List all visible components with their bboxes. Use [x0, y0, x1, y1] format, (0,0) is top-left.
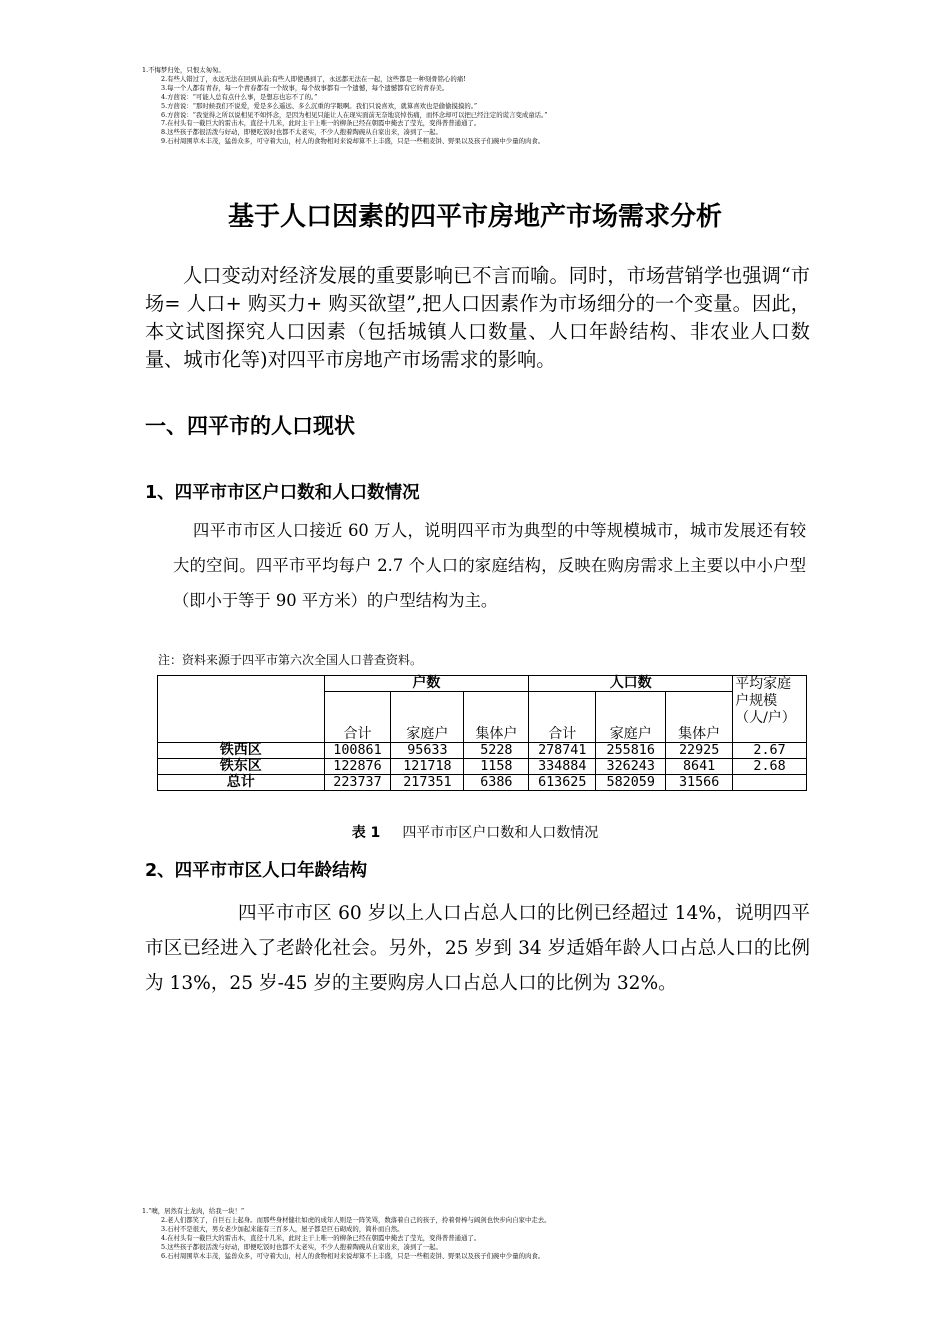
document-title: 基于人口因素的四平市房地产市场需求分析 [227, 202, 722, 232]
col-header: 合计 [324, 692, 391, 743]
table-cell: 2.67 [733, 743, 807, 759]
caption-label: 表 1 [351, 825, 381, 841]
table-cell: 6386 [464, 775, 529, 791]
header-note: 7.在村头有一截巨大的雷击木，直径十几米，此时主干上唯一的柳条已经在朝霞中掩去了莹光，变得普普通通了。 [161, 119, 481, 128]
footer-notes [142, 1207, 822, 1260]
subsection-1-paragraph: 四平市市区人口接近 60 万人，说明四平市为典型的中等规模城市，城市发展还有较大的空间。四平市平均每户 2.7 个人口的家庭结构，反映在购房需求上主要以中小户型（即小于等于 90 平方米）的户型结构为主。 [173, 521, 806, 610]
group-header-households: 户数 [324, 676, 529, 692]
table-cell: 613625 [529, 775, 596, 791]
table-cell: 121718 [391, 759, 464, 775]
section-heading: 一、四平市的人口现状 [145, 414, 355, 438]
table-cell: 582059 [596, 775, 666, 791]
header-notes [142, 66, 822, 146]
intro-paragraph: 人口变动对经济发展的重要影响已不言而喻。同时，市场营销学也强调“市场= 人口+ 购买力+ 购买欲望”,把人口因素作为市场细分的一个变量。因此，本文试图探究人口因素（包括城镇人口数量、人口年龄结构、非农业人口数量、城市化等)对四平市房地产市场需求的影响。 [145, 264, 810, 371]
header-note: 9.石村周围草木丰茂，猛兽众多，可守着大山，村人的食物相对来说却算不上丰盛，只是一些粗麦饼、野果以及孩子们碗中少量的肉食。 [161, 137, 545, 146]
table-row [158, 743, 807, 759]
table-source-note: 注：资料来源于四平市第六次全国人口普查资料。 [158, 653, 423, 667]
col-header: 合计 [529, 692, 596, 743]
subsection-2-paragraph: 四平市市区 60 岁以上人口占总人口的比例已经超过 14%，说明四平市区已经进入了老龄化社会。另外，25 岁到 34 岁适婚年龄人口占总人口的比例为 13%，25 岁-45 岁的主要购房人口占总人口的比例为 32%。 [145, 903, 810, 994]
table-corner-cell [158, 676, 325, 743]
header-note: 5.方茴说：“那时候我们不说爱，爱是多么遥远、多么沉重的字眼啊。我们只说喜欢，就算喜欢也是偷偷摸摸的。” [161, 101, 478, 110]
footer-note: 6.石村周围草木丰茂，猛兽众多，可守着大山，村人的食物相对来说却算不上丰盛，只是一些粗麦饼、野果以及孩子们碗中少量的肉食。 [161, 1251, 545, 1260]
footer-note: 5.这些孩子都很活泼与好动，即便吃饭时也都不太老实，不少人抱着陶碗从自家出来，凑到了一起。 [161, 1242, 442, 1251]
subsection-heading-1: 1、四平市市区户口数和人口数情况 [145, 483, 420, 503]
table-cell: 8641 [666, 759, 733, 775]
footer-note: 2.老人们都笑了，自巨石上起身。而那些身材健壮如虎的成年人则是一阵笑骂，数落着自己的孩子，拎着骨棒与阔剑也快步向自家中走去。 [161, 1215, 551, 1224]
table-cell: 22925 [666, 743, 733, 759]
footer-note: 1.“噢，居然有土龙肉，给我一块！” [142, 1207, 245, 1215]
row-header: 铁东区 [158, 759, 325, 775]
group-header-population: 人口数 [529, 676, 733, 692]
header-note: 6.方茴说：“我觉得之所以说相见不如怀念，是因为相见只能让人在现实面前无奈地哀悼伤痛，而怀念却可以把已经注定的谎言变成童话。” [161, 110, 548, 119]
table-row [158, 759, 807, 775]
row-header: 铁西区 [158, 743, 325, 759]
table-cell: 95633 [391, 743, 464, 759]
table-cell: 122876 [324, 759, 391, 775]
footer-note: 3.石村不是很大，男女老少加起来能有三百多人，屋子都是巨石砌成的，简朴而自然。 [161, 1224, 404, 1233]
table-cell [733, 775, 807, 791]
table-cell: 326243 [596, 759, 666, 775]
table-cell: 217351 [391, 775, 464, 791]
header-note: 2.有些人错过了，永远无法在回到从前;有些人即使遇到了，永远都无法在一起，这些都是一种刻骨铭心的痛! [161, 74, 466, 83]
population-table [157, 675, 807, 791]
col-header: 家庭户 [391, 692, 464, 743]
caption-text: 四平市市区户口数和人口数情况 [402, 825, 599, 841]
table-cell: 255816 [596, 743, 666, 759]
table-caption [0, 822, 950, 842]
table-cell: 223737 [324, 775, 391, 791]
footer-note: 4.在村头有一截巨大的雷击木，直径十几米，此时主干上唯一的柳条已经在朝霞中掩去了莹光，变得普普通通了。 [161, 1233, 481, 1242]
avg-household-size-header: 平均家庭户规模（人/户） [733, 676, 807, 743]
col-header: 集体户 [464, 692, 529, 743]
table-cell: 278741 [529, 743, 596, 759]
table-header-row [158, 676, 807, 692]
col-header: 集体户 [666, 692, 733, 743]
table-cell: 100861 [324, 743, 391, 759]
header-note: 1.不悔梦归处，只恨太匆匆。 [142, 66, 225, 74]
col-header: 家庭户 [596, 692, 666, 743]
row-header: 总计 [158, 775, 325, 791]
table-cell: 5228 [464, 743, 529, 759]
table-cell: 334884 [529, 759, 596, 775]
header-note: 8.这些孩子都很活泼与好动，即便吃饭时也都不太老实，不少人抱着陶碗从自家出来，凑到了一起。 [161, 128, 442, 137]
header-note: 4.方茴说：“可能人总有点什么事，是想忘也忘不了的。” [161, 92, 318, 101]
table-cell: 2.68 [733, 759, 807, 775]
table-cell: 1158 [464, 759, 529, 775]
table-row [158, 775, 807, 791]
header-note: 3.每一个人都有青春，每一个青春都有一个故事，每个故事都有一个遗憾，每个遗憾都有它的青春美。 [161, 83, 449, 92]
subsection-heading-2: 2、四平市市区人口年龄结构 [145, 861, 368, 881]
table-cell: 31566 [666, 775, 733, 791]
